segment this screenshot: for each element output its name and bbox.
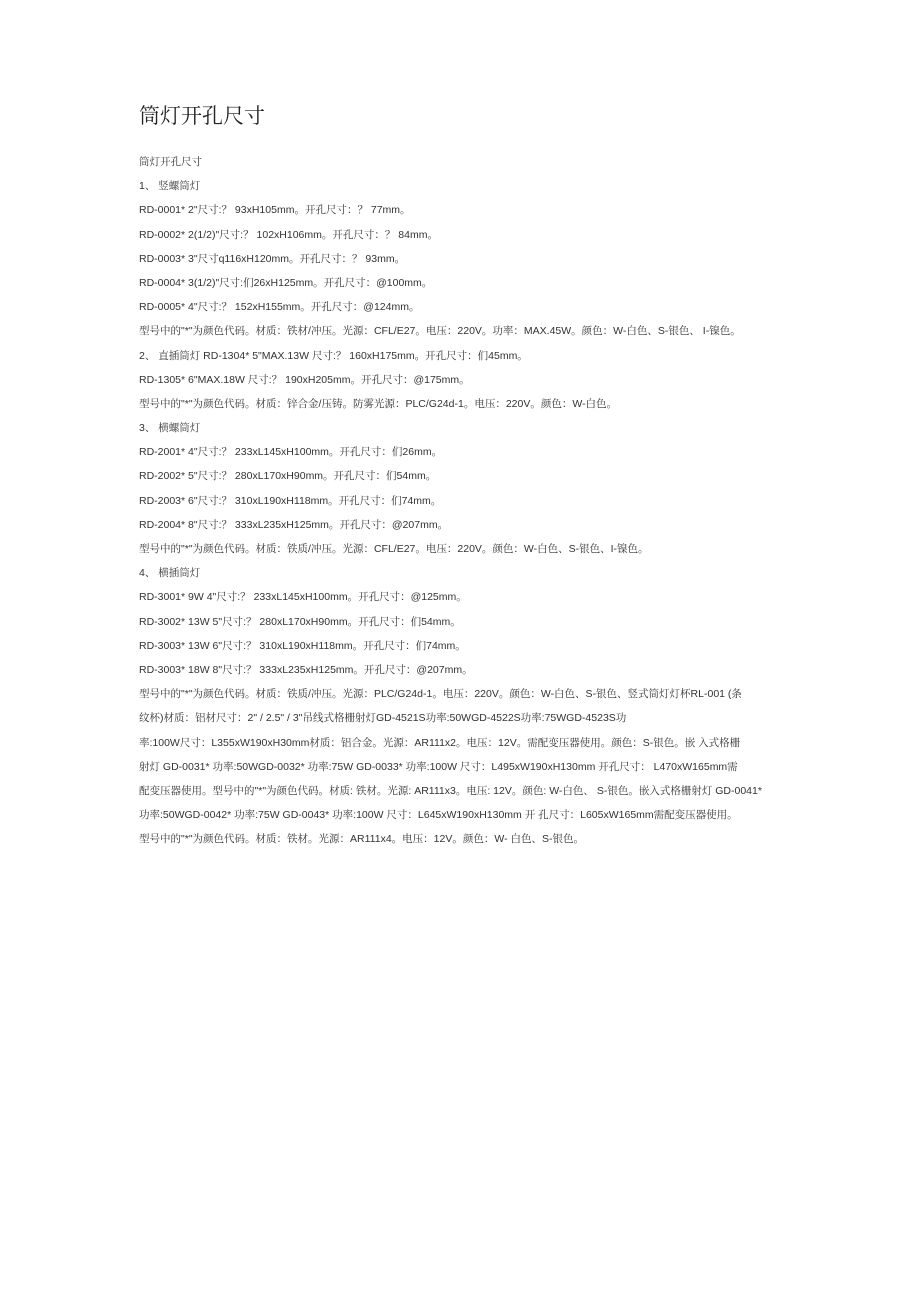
section-heading: 4、 横插筒灯 bbox=[139, 567, 201, 580]
section-heading: 3、 横螺筒灯 bbox=[139, 422, 201, 435]
spec-line: RD-0004* 3(1/2)"尺寸:们26xH125mm。开孔尺寸：@100mm。 bbox=[139, 276, 433, 289]
page-title: 筒灯开孔尺寸 bbox=[139, 105, 265, 128]
spec-line: RD-2001* 4"尺寸:？ 233xL145xH100mm。开孔尺寸：们26mm。 bbox=[139, 446, 443, 459]
document-body bbox=[139, 150, 791, 851]
spec-line: RD-3002* 13W 5"尺寸:？ 280xL170xH90mm。开孔尺寸：们54mm。 bbox=[139, 615, 461, 628]
spec-line: RD-2003* 6"尺寸:？ 310xL190xH118mm。开孔尺寸：们74mm。 bbox=[139, 494, 442, 507]
spec-paragraph-line: 配变压器使用。型号中的"*"为颜色代码。材质: 铁材。光源: AR111x3。电压: 12V。颜色: W-白色、 S-银色。嵌入式格栅射灯 GD-0041* bbox=[139, 784, 762, 797]
spec-line: RD-3003* 18W 8"尺寸:？ 333xL235xH125mm。开孔尺寸：@207mm。 bbox=[139, 663, 473, 676]
spec-line: RD-2004* 8"尺寸:？ 333xL235xH125mm。开孔尺寸：@207mm。 bbox=[139, 518, 449, 531]
spec-note: 型号中的"*"为颜色代码。材质：铁质/冲压。光源：CFL/E27。电压：220V。颜色：W-白色、S-银色、I-镍色。 bbox=[139, 543, 649, 555]
spec-note: 型号中的"*"为颜色代码。材质：铁材/冲压。光源：CFL/E27。电压：220V。功率：MAX.45W。颜色：W-白色、S-银色、 I-镍色。 bbox=[139, 325, 741, 338]
spec-paragraph-line: 射灯 GD-0031* 功率:50WGD-0032* 功率:75W GD-0033* 功率:100W 尺寸：L495xW190xH130mm 开孔尺寸： L470xW165mm需 bbox=[139, 760, 738, 773]
spec-line: RD-3003* 13W 6"尺寸:？ 310xL190xH118mm。开孔尺寸：们74mm。 bbox=[139, 639, 466, 652]
subtitle: 筒灯开孔尺寸 bbox=[139, 156, 202, 168]
spec-line: RD-0005* 4"尺寸:？ 152xH155mm。开孔尺寸：@124mm。 bbox=[139, 301, 420, 314]
spec-line: RD-1305* 6"MAX.18W 尺寸:？ 190xH205mm。开孔尺寸：@175mm。 bbox=[139, 373, 470, 386]
spec-line: RD-0002* 2(1/2)"尺寸:？ 102xH106mm。开孔尺寸：？ 84mm。 bbox=[139, 228, 438, 241]
spec-paragraph-line: 纹杯)材质：铝材尺寸：2" / 2.5" / 3"吊线式格栅射灯GD-4521S功率:50WGD-4522S功率:75WGD-4523S功 bbox=[139, 712, 627, 725]
section-heading: 2、 直插筒灯 RD-1304* 5"MAX.13W 尺寸:？ 160xH175mm。开孔尺寸：们45mm。 bbox=[139, 349, 528, 362]
spec-paragraph-line: 型号中的"*"为颜色代码。材质：铁质/冲压。光源：PLC/G24d-1。电压：220V。颜色：W-白色、S-银色、竖式筒灯灯杯RL-001 (条 bbox=[139, 688, 742, 701]
spec-line: RD-0003* 3"尺寸q116xH120mm。开孔尺寸：？ 93mm。 bbox=[139, 252, 406, 265]
spec-paragraph-line: 率:100W尺寸：L355xW190xH30mm材质：铝合金。光源：AR111x2。电压：12V。需配变压器使用。颜色：S-银色。嵌 入式格栅 bbox=[139, 736, 741, 749]
spec-line: RD-0001* 2"尺寸:？ 93xH105mm。开孔尺寸：？ 77mm。 bbox=[139, 204, 411, 217]
spec-paragraph-line: 型号中的"*"为颜色代码。材质：铁材。光源：AR111x4。电压：12V。颜色：W- 白色、S-银色。 bbox=[139, 833, 584, 846]
spec-paragraph-line: 功率:50WGD-0042* 功率:75W GD-0043* 功率:100W 尺寸：L645xW190xH130mm 开 孔尺寸：L605xW165mm需配变压器使用。 bbox=[139, 809, 738, 822]
spec-line: RD-2002* 5"尺寸:？ 280xL170xH90mm。开孔尺寸：们54mm。 bbox=[139, 470, 437, 483]
spec-note: 型号中的"*"为颜色代码。材质：锌合金/压铸。防雾光源：PLC/G24d-1。电压：220V。颜色：W-白色。 bbox=[139, 397, 618, 410]
section-heading: 1、 竖螺筒灯 bbox=[139, 180, 201, 193]
spec-line: RD-3001* 9W 4"尺寸:？ 233xL145xH100mm。开孔尺寸：@125mm。 bbox=[139, 591, 467, 604]
